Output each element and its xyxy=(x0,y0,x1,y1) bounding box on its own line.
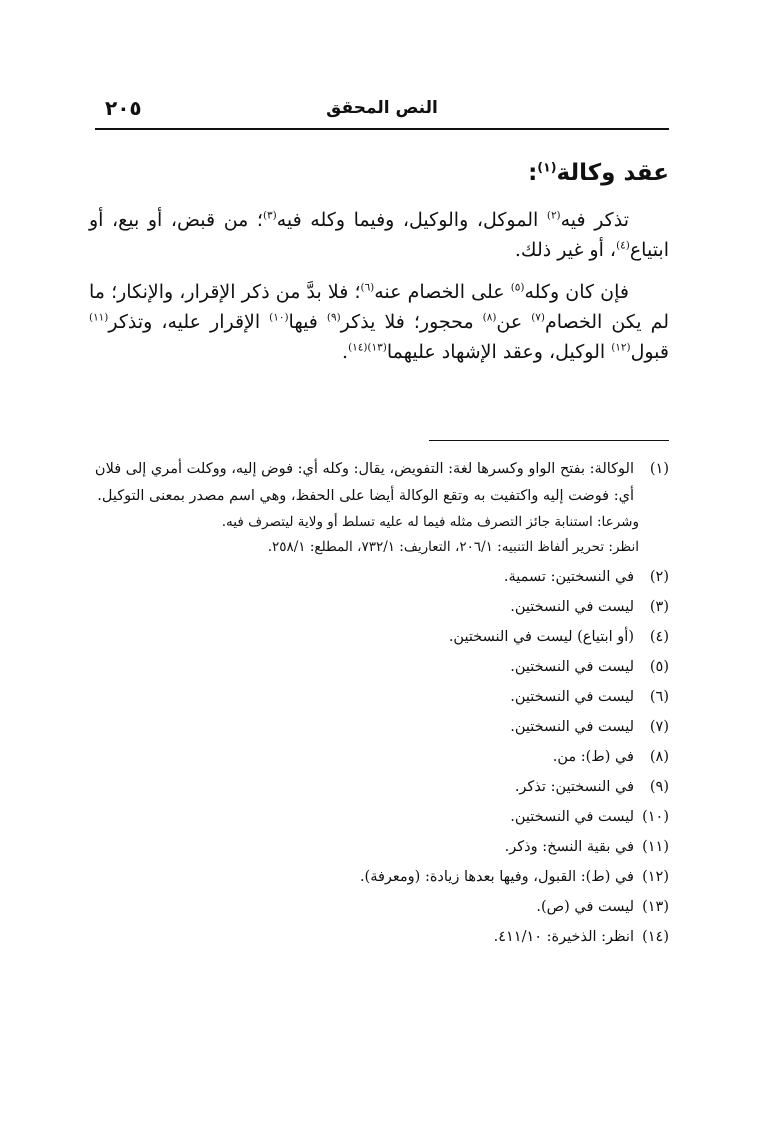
footnote-number: (٢) xyxy=(649,569,669,585)
footnote-number: (١١) xyxy=(642,839,669,855)
footnote-item xyxy=(89,712,669,742)
footnote-text: ليست في النسختين. xyxy=(510,659,634,675)
page-number: ٢٠٥ xyxy=(105,96,142,120)
footnote-ref[interactable]: (٣) xyxy=(262,209,277,222)
footnote-text: ليست في (ص). xyxy=(536,899,634,915)
heading-suffix: : xyxy=(528,160,538,186)
footnote-item xyxy=(89,562,669,592)
footnote-1-references: انظر: تحرير ألفاظ التنبيه: ٢٠٦/١، التعاريف: ٧٣٢/١، المطلع: ٢٥٨/١. xyxy=(267,539,639,555)
footnote-number: (١) xyxy=(649,461,669,477)
main-text xyxy=(89,205,669,367)
footnote-number: (٥) xyxy=(649,659,669,675)
text-run: الوكيل، وعقد الإشهاد عليهما xyxy=(386,341,612,363)
footnote-list xyxy=(89,562,669,952)
text-run: ؛ فلا بدَّ من ذكر الإقرار، والإنكار؛ ما لم يكن الخصام xyxy=(89,281,670,333)
footnote-item xyxy=(89,592,669,622)
footnote-number: (٨) xyxy=(649,749,669,765)
footnote-item xyxy=(89,892,669,922)
footnote-ref[interactable]: (٨) xyxy=(482,311,497,324)
footnote-ref[interactable]: (١٣)(١٤) xyxy=(348,341,387,354)
footnote-ref[interactable]: (١) xyxy=(537,159,557,175)
footnote-item xyxy=(89,652,669,682)
text-run: تذكر فيه xyxy=(560,209,629,231)
footnote-ref[interactable]: (٥) xyxy=(510,281,525,294)
footnote-number: (١٠) xyxy=(642,809,669,825)
footnote-text: في بقية النسخ: وذكر. xyxy=(504,839,634,855)
text-run: فإن كان وكله xyxy=(524,281,629,303)
running-title: النص المحقق xyxy=(326,98,438,118)
text-run: فيها xyxy=(288,311,327,333)
footnote-ref[interactable]: (٩) xyxy=(326,311,341,324)
footnotes xyxy=(89,456,669,952)
footnote-text: في النسختين: تسمية. xyxy=(503,569,634,585)
footnote-number: (٧) xyxy=(649,719,669,735)
footnote-text: انظر: الذخيرة: ٤١١/١٠. xyxy=(493,929,634,945)
text-run: ؛ من قبض، أو بيع، أو ابتياع xyxy=(89,209,669,261)
text-run: . xyxy=(342,341,349,363)
footnote-item xyxy=(89,922,669,952)
footnote-item xyxy=(89,772,669,802)
footnote-ref[interactable]: (٤) xyxy=(616,239,630,252)
footnote-item xyxy=(89,862,669,892)
footnote-ref[interactable]: (٢) xyxy=(546,209,561,222)
text-run: محجور؛ فلا يذكر xyxy=(340,311,483,333)
footnote-number: (١٣) xyxy=(642,899,669,915)
footnote-item xyxy=(89,832,669,862)
footnote-text: في النسختين: تذكر. xyxy=(514,779,634,795)
footnote-ref[interactable]: (٧) xyxy=(531,311,545,324)
page-header xyxy=(95,96,669,130)
footnote-text: الوكالة: بفتح الواو وكسرها لغة: التفويض، يقال: وكله أي: فوض إليه، ووكلت أمري إلى فلان أي: فوضت إليه واكتفيت به وتقع الوكالة أيضا على الحفظ، وهي اسم مصدر بمعنى التوكيل. xyxy=(94,461,634,504)
footnote-text: في (ط): من. xyxy=(552,749,634,765)
footnote-number: (٣) xyxy=(649,599,669,615)
footnote-number: (٤) xyxy=(649,629,669,645)
paragraph-1 xyxy=(89,205,669,265)
footnote-text: ليست في النسختين. xyxy=(510,809,634,825)
paragraph-2 xyxy=(89,277,669,367)
footnote-item xyxy=(89,802,669,832)
footnote-number: (١٢) xyxy=(642,869,669,885)
footnote-ref[interactable]: (١١) xyxy=(89,311,109,324)
footnote-text: (أو ابتياع) ليست في النسختين. xyxy=(448,629,634,645)
footnote-item xyxy=(89,742,669,772)
footnote-ref[interactable]: (١٢) xyxy=(611,341,631,354)
footnote-text: ليست في النسختين. xyxy=(510,689,634,705)
footnote-number: (٩) xyxy=(649,779,669,795)
text-run: الإقرار عليه، وتذكر xyxy=(108,311,270,333)
text-run: الموكل، والوكيل، وفيما وكله فيه xyxy=(276,209,547,231)
footnote-1-definition: وشرعا: استنابة جائز التصرف مثله فيما له عليه تسلط أو ولاية ليتصرف فيه. xyxy=(221,514,639,530)
heading-text: عقد وكالة xyxy=(556,160,669,186)
footnote-text: ليست في النسختين. xyxy=(510,719,634,735)
footnote-ref[interactable]: (٦) xyxy=(360,281,375,294)
section-heading xyxy=(528,160,669,186)
text-run: على الخصام عنه xyxy=(374,281,511,303)
footnote-ref[interactable]: (١٠) xyxy=(269,311,289,324)
footnote-text: في (ط): القبول، وفيها بعدها زيادة: (ومعرفة). xyxy=(359,869,634,885)
text-run: قبول xyxy=(630,341,669,363)
footnote-number: (١٤) xyxy=(642,929,669,945)
text-run: عن xyxy=(496,311,532,333)
footnote-separator xyxy=(429,440,669,441)
text-run: ، أو غير ذلك. xyxy=(514,239,617,261)
footnote-item xyxy=(89,682,669,712)
footnote-item xyxy=(89,622,669,652)
footnote-text: ليست في النسختين. xyxy=(510,599,634,615)
footnote-number: (٦) xyxy=(649,689,669,705)
footnote-1 xyxy=(89,456,669,510)
